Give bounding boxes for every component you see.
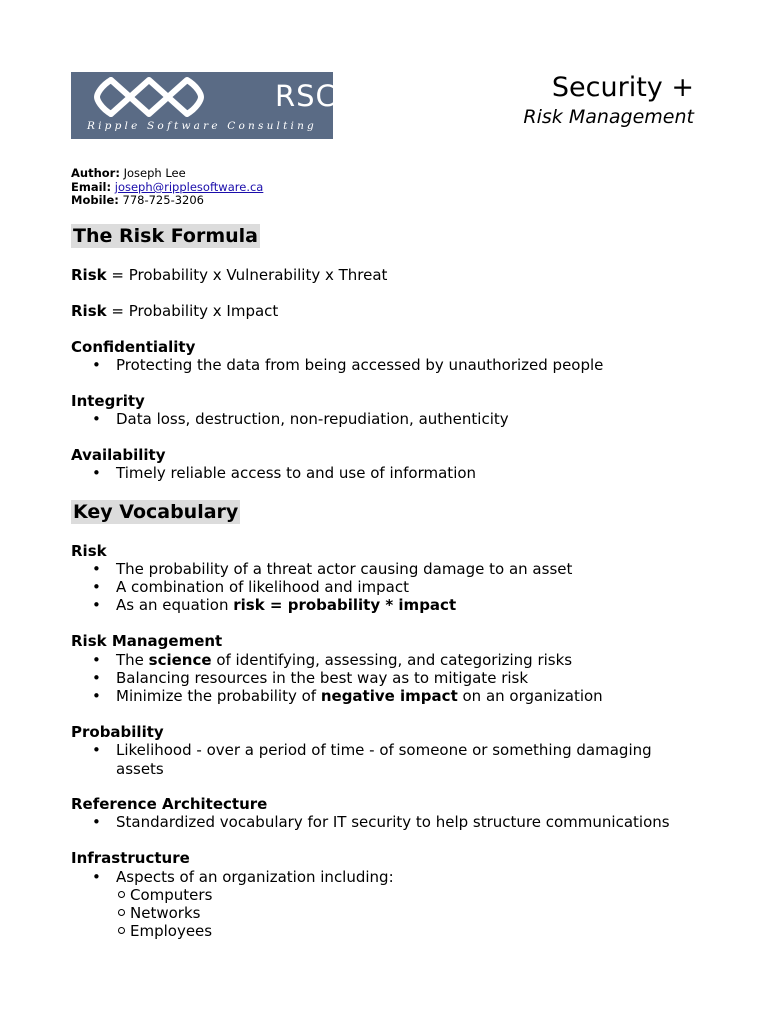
subheading-infrastructure: Infrastructure (71, 849, 190, 867)
mobile-label: Mobile: (71, 193, 119, 207)
email-label: Email: (71, 180, 112, 194)
formula-line-2 (71, 302, 278, 320)
list-item-text (116, 651, 572, 669)
list-item-text-part: of identifying, assessing, and categorizing risks (211, 651, 573, 669)
bullet-icon: • (92, 687, 101, 705)
author-label: Author: (71, 166, 120, 180)
subheading-risk-management: Risk Management (71, 632, 223, 650)
subheading-reference-architecture: Reference Architecture (71, 795, 268, 813)
list-item-emphasis: risk = probability * impact (233, 596, 457, 614)
subheading-risk: Risk (71, 542, 107, 560)
section-heading-key-vocabulary: Key Vocabulary (73, 501, 239, 523)
circle-bullet-icon (118, 891, 125, 898)
email-link[interactable]: joseph@ripplesoftware.ca (114, 180, 264, 194)
logo-text: RSC (275, 79, 337, 113)
document-subtitle: Risk Management (523, 106, 694, 128)
bullet-icon: • (92, 560, 101, 578)
list-item-text-part: As an equation (116, 596, 234, 614)
email-line (71, 180, 263, 194)
document-title: Security + (551, 72, 694, 103)
list-item-text: The probability of a threat actor causing damage to an asset (116, 560, 573, 578)
list-item-text-part: The (116, 651, 149, 669)
bullet-icon: • (92, 651, 101, 669)
subheading-confidentiality: Confidentiality (71, 338, 196, 356)
bullet-icon: • (92, 868, 101, 886)
subheading-availability: Availability (71, 446, 166, 464)
list-item-text (116, 596, 456, 614)
list-item-text: assets (116, 760, 164, 778)
bullet-icon: • (92, 741, 101, 759)
author-value: Joseph Lee (123, 166, 186, 180)
list-item-emphasis: negative impact (320, 687, 458, 705)
list-item-text: Balancing resources in the best way as to mitigate risk (116, 669, 529, 687)
sub-list-item-text: Networks (130, 904, 201, 922)
list-item-text: Data loss, destruction, non-repudiation, authenticity (116, 410, 509, 428)
list-item-text: Aspects of an organization including: (116, 868, 394, 886)
subheading-probability: Probability (71, 723, 164, 741)
bullet-icon: • (92, 578, 101, 596)
formula-expression: = Probability x Vulnerability x Threat (106, 266, 388, 284)
circle-bullet-icon (118, 927, 125, 934)
list-item-text: Protecting the data from being accessed by unauthorized people (116, 356, 604, 374)
formula-expression: = Probability x Impact (106, 302, 279, 320)
mobile-line (71, 193, 204, 207)
sub-list-item-text: Employees (130, 922, 213, 940)
list-item-text: A combination of likelihood and impact (116, 578, 409, 596)
bullet-icon: • (92, 464, 101, 482)
list-item-text (116, 687, 603, 705)
subheading-integrity: Integrity (71, 392, 145, 410)
logo-subtitle: Ripple Software Consulting (87, 120, 317, 132)
list-item-text-part: Minimize the probability of (116, 687, 321, 705)
bullet-icon: • (92, 813, 101, 831)
list-item-text: Likelihood - over a period of time - of someone or something damaging (116, 741, 652, 759)
mobile-value: 778-725-3206 (122, 193, 204, 207)
formula-line-1 (71, 266, 387, 284)
list-item-text: Standardized vocabulary for IT security to help structure communications (116, 813, 670, 831)
section-heading-risk-formula: The Risk Formula (73, 225, 258, 247)
list-item-text: Timely reliable access to and use of information (116, 464, 477, 482)
author-line (71, 166, 186, 180)
bullet-icon: • (92, 410, 101, 428)
list-item-emphasis: science (148, 651, 212, 669)
formula-term: Risk (71, 266, 107, 284)
circle-bullet-icon (118, 909, 125, 916)
formula-term: Risk (71, 302, 107, 320)
sub-list-item-text: Computers (130, 886, 213, 904)
bullet-icon: • (92, 596, 101, 614)
list-item-text-part: on an organization (457, 687, 603, 705)
bullet-icon: • (92, 669, 101, 687)
company-logo (71, 72, 337, 139)
bullet-icon: • (92, 356, 101, 374)
